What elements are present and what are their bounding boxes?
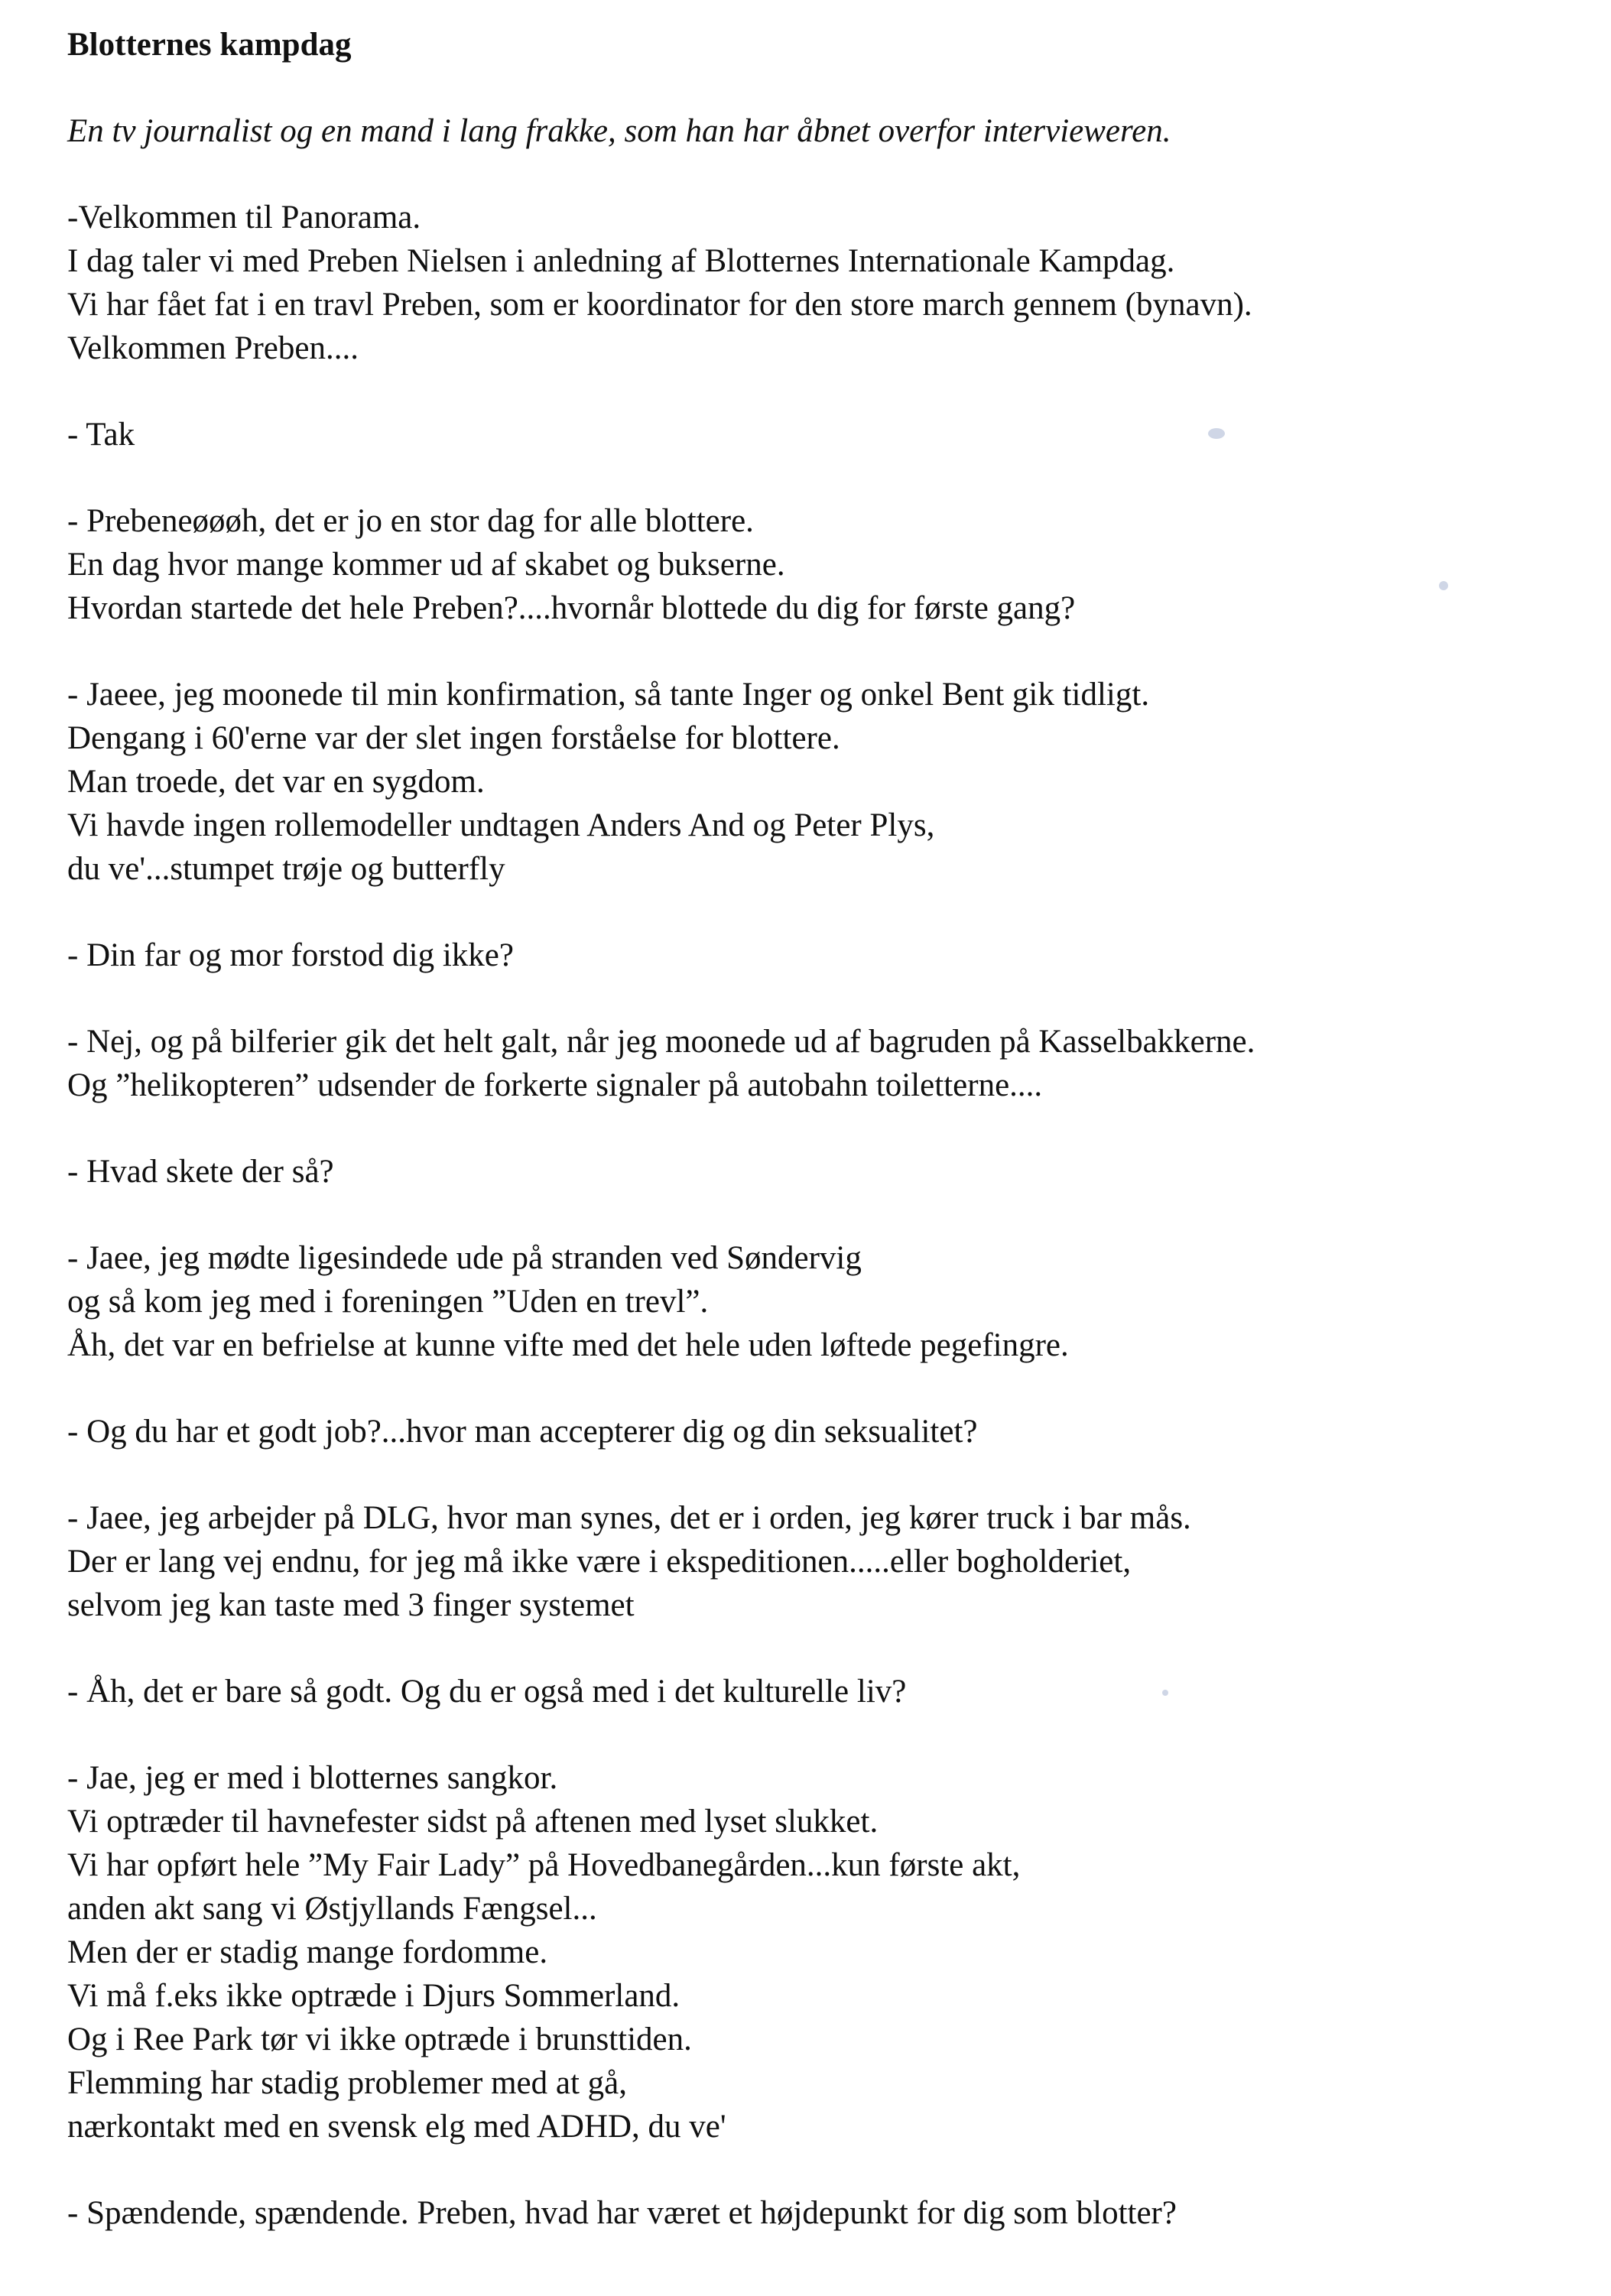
dialogue-line: - Jae, jeg er med i blotternes sangkor. <box>67 1760 558 1796</box>
document-title: Blotternes kampdag <box>67 27 352 63</box>
dialogue-line: Vi optræder til havnefester sidst på aftenen med lyset slukket. <box>67 1804 879 1840</box>
dialogue-line: Og ”helikopteren” udsender de forkerte signaler på autobahn toiletterne.... <box>67 1067 1043 1103</box>
dialogue-line: Velkommen Preben.... <box>67 330 359 366</box>
dialogue-paragraph <box>67 1496 1565 1627</box>
paragraph-gap <box>67 456 1565 499</box>
dialogue-line: - Jaee, jeg arbejder på DLG, hvor man synes, det er i orden, jeg kører truck i bar mås. <box>67 1500 1191 1536</box>
dialogue-line: - Tak <box>67 417 135 453</box>
paragraph-gap <box>67 630 1565 673</box>
dialogue-paragraph <box>67 1020 1565 1107</box>
dialogue-paragraph <box>67 1150 1565 1193</box>
dialogue-line: Og i Ree Park tør vi ikke optræde i brunsttiden. <box>67 2022 692 2057</box>
dialogue-line: Flemming har stadig problemer med at gå, <box>67 2065 628 2101</box>
paragraph-gap <box>67 891 1565 934</box>
dialogue-line: - Hvad skete der så? <box>67 1154 334 1190</box>
dialogue-line: Men der er stadig mange fordomme. <box>67 1934 548 1970</box>
paragraph-gap <box>67 1453 1565 1496</box>
dialogue-line: Åh, det var en befrielse at kunne vifte med det hele uden løftede pegefingre. <box>67 1327 1069 1363</box>
dialogue-line: Vi har fået fat i en travl Preben, som er koordinator for den store march gennem (bynavn). <box>67 287 1252 323</box>
dialogue-paragraph <box>67 1756 1565 2148</box>
dialogue-line: Vi må f.eks ikke optræde i Djurs Sommerland. <box>67 1978 680 2014</box>
dialogue-paragraph <box>67 1410 1565 1453</box>
dialogue-line: - Nej, og på bilferier gik det helt galt, når jeg moonede ud af bagruden på Kasselbakkerne. <box>67 1024 1255 1060</box>
dialogue-paragraph <box>67 2191 1565 2235</box>
dialogue-line: Dengang i 60'erne var der slet ingen forståelse for blottere. <box>67 720 840 756</box>
dialogue-line: Der er lang vej endnu, for jeg må ikke være i ekspeditionen.....eller bogholderiet, <box>67 1544 1132 1580</box>
dialogue-line: selvom jeg kan taste med 3 finger systemet <box>67 1587 635 1623</box>
scan-speck <box>1208 428 1225 439</box>
dialogue-line: Man troede, det var en sygdom. <box>67 764 485 800</box>
document-subtitle: En tv journalist og en mand i lang frakke, som han har åbnet overfor intervieweren. <box>67 113 1171 149</box>
scan-speck <box>1162 1690 1168 1696</box>
dialogue-line: anden akt sang vi Østjyllands Fængsel... <box>67 1891 597 1927</box>
dialogue-line: - Din far og mor forstod dig ikke? <box>67 937 514 973</box>
paragraph-gap <box>67 977 1565 1020</box>
dialogue-line: Hvordan startede det hele Preben?....hvornår blottede du dig for første gang? <box>67 590 1076 626</box>
scan-speck <box>1439 581 1448 590</box>
paragraph-gap <box>67 1713 1565 1756</box>
dialogue-paragraph <box>67 499 1565 630</box>
dialogue-line: nærkontakt med en svensk elg med ADHD, du ve' <box>67 2109 726 2145</box>
dialogue-line: - Jaeee, jeg moonede til min konfirmation, så tante Inger og onkel Bent gik tidligt. <box>67 677 1150 713</box>
dialogue-line: Vi havde ingen rollemodeller undtagen Anders And og Peter Plys, <box>67 807 935 843</box>
dialogue-line: du ve'...stumpet trøje og butterfly <box>67 851 505 887</box>
paragraph-gap <box>67 2148 1565 2191</box>
dialogue-body <box>67 153 1565 2235</box>
paragraph-gap <box>67 1107 1565 1150</box>
dialogue-line: - Prebeneøøøh, det er jo en stor dag for alle blottere. <box>67 503 754 539</box>
dialogue-paragraph <box>67 673 1565 891</box>
dialogue-paragraph <box>67 196 1565 370</box>
paragraph-gap <box>67 1367 1565 1410</box>
dialogue-paragraph <box>67 934 1565 977</box>
dialogue-line: I dag taler vi med Preben Nielsen i anledning af Blotternes Internationale Kampdag. <box>67 243 1175 279</box>
dialogue-line: -Velkommen til Panorama. <box>67 200 421 235</box>
paragraph-gap <box>67 370 1565 413</box>
paragraph-gap <box>67 153 1565 196</box>
dialogue-line: - Spændende, spændende. Preben, hvad har været et højdepunkt for dig som blotter? <box>67 2195 1177 2231</box>
dialogue-paragraph <box>67 1670 1565 1713</box>
dialogue-line: - Og du har et godt job?...hvor man accepterer dig og din seksualitet? <box>67 1414 978 1450</box>
dialogue-line: og så kom jeg med i foreningen ”Uden en trevl”. <box>67 1284 709 1320</box>
dialogue-line: - Jaee, jeg mødte ligesindede ude på stranden ved Søndervig <box>67 1240 862 1276</box>
dialogue-line: - Åh, det er bare så godt. Og du er også med i det kulturelle liv? <box>67 1674 907 1710</box>
paragraph-gap <box>67 1193 1565 1236</box>
dialogue-paragraph <box>67 1236 1565 1367</box>
dialogue-paragraph <box>67 413 1565 456</box>
paragraph-gap <box>67 1627 1565 1670</box>
dialogue-line: Vi har opført hele ”My Fair Lady” på Hovedbanegården...kun første akt, <box>67 1847 1021 1883</box>
dialogue-line: En dag hvor mange kommer ud af skabet og bukserne. <box>67 547 785 583</box>
